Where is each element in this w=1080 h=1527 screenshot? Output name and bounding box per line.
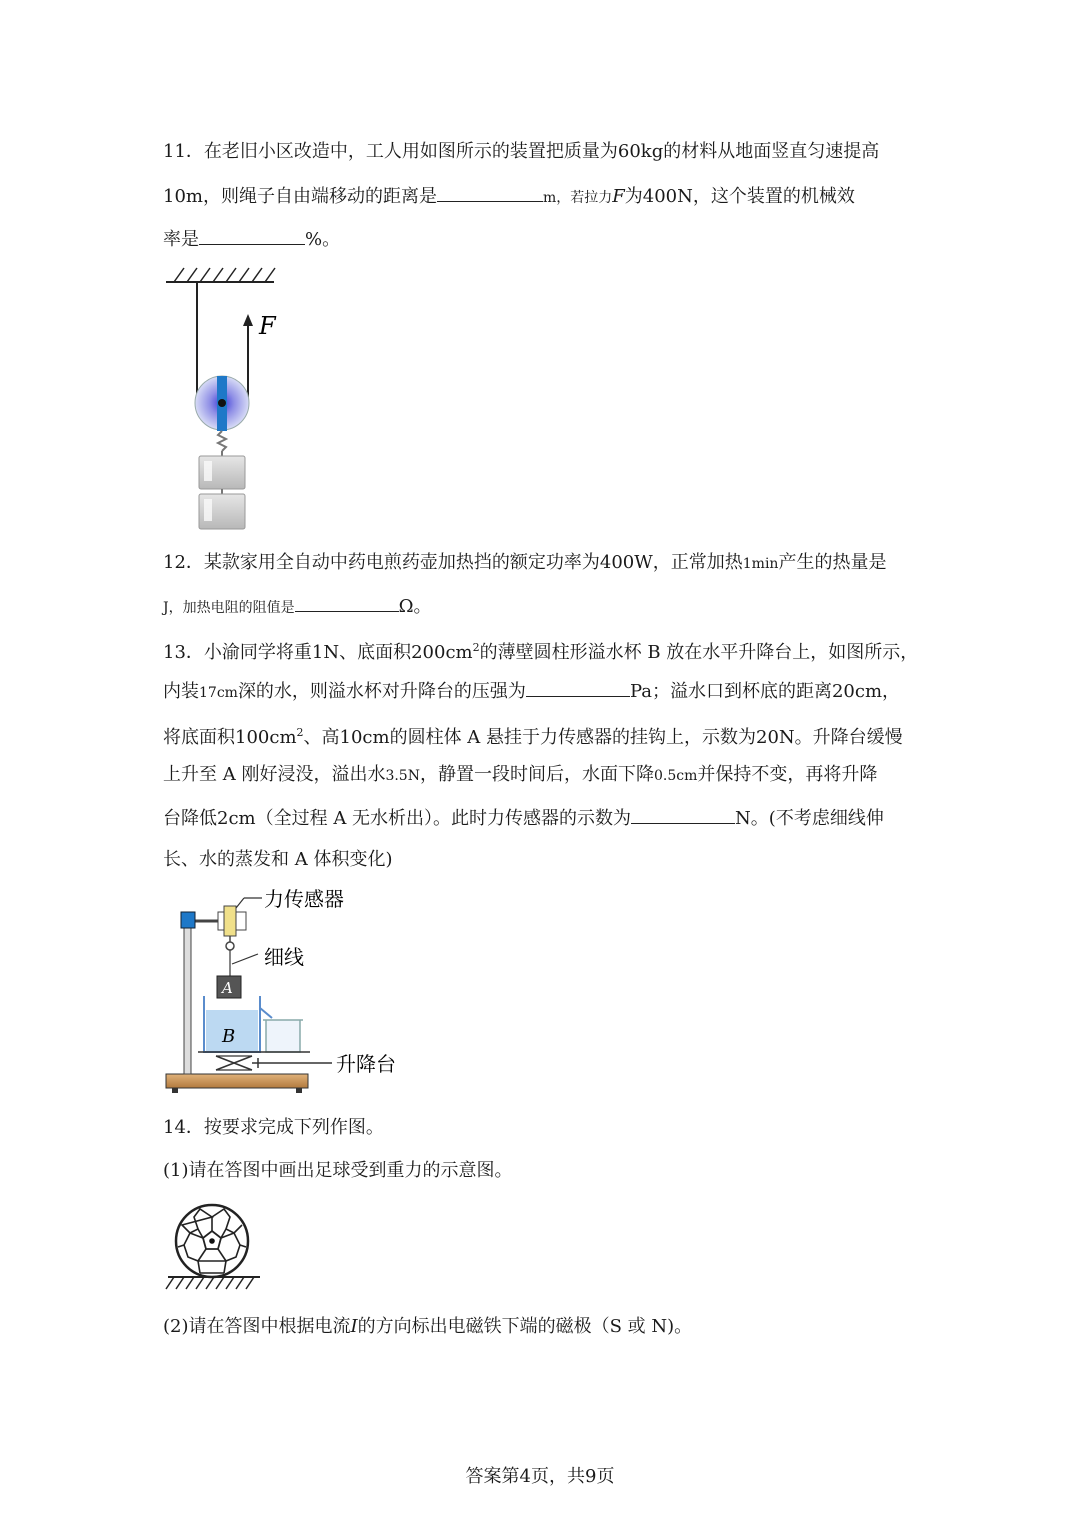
clamp (181, 912, 195, 928)
q11-text: 11．在老旧小区改造中，工人用如图所示的装置把质量为 (163, 141, 618, 162)
cylinder-a-label: A (222, 979, 233, 997)
page-footer: 答案第4页，共9页 (465, 1466, 615, 1487)
q13-depth: 17cm (199, 685, 238, 701)
overflow-spout (260, 1008, 272, 1018)
q11-text: 10m，则绳子自由端移动的距离是 (163, 186, 437, 207)
force-sensor (224, 906, 236, 936)
base-board (166, 1074, 308, 1088)
q12-time: 1min (742, 556, 779, 572)
q14-text: (2)请在答图中根据电流 (163, 1316, 351, 1337)
sensor-label: 力传感器 (264, 887, 344, 911)
q11-answer-blank-distance[interactable] (437, 183, 543, 202)
q13-text: 深的水，则溢水杯对升降台的压强为 (237, 681, 526, 702)
q12-text: 12．某款家用全自动中药电煎药壶加热挡的额定功率为400W，正常加热 (163, 552, 743, 573)
q11-force-symbol: F (612, 186, 625, 207)
force-label: F (259, 312, 276, 340)
q14-text: 14．按要求完成下列作图。 (163, 1117, 384, 1138)
q13-superscript: 2 (296, 726, 304, 739)
beaker (266, 1020, 300, 1052)
q13-line-4 (163, 763, 877, 788)
q13-area: 200cm (411, 642, 473, 663)
q13-text: 的薄壁圆柱形溢水杯 B 放在水平升降台上，如图所示， (479, 642, 919, 663)
sensor-hook (226, 942, 234, 950)
q11-text: 的材料从地面竖直匀速提高 (663, 141, 880, 162)
q13-overflow: 3.5N (385, 768, 420, 784)
cup-b-label: B (222, 1026, 236, 1047)
q12-text: J，加热电阻的阻值是 (163, 600, 295, 616)
q13-line-3 (163, 721, 903, 750)
q13-text: 台降低2cm（全过程 A 无水析出）。此时力传感器的示数为 (163, 808, 632, 829)
ceiling (166, 268, 275, 282)
pulley-figure (160, 262, 290, 534)
hook (218, 431, 226, 451)
pulley-axle (218, 399, 226, 407)
q13-text: 并保持不变，再将升降 (697, 764, 878, 785)
q14-title (163, 1116, 384, 1140)
q11-text: 为400N，这个装置的机械效 (624, 186, 855, 207)
q13-text: ，静置一段时间后，水面下降 (419, 764, 654, 785)
current-symbol: I (350, 1316, 358, 1337)
football-figure (164, 1203, 264, 1295)
q14-part-2 (163, 1315, 692, 1339)
q13-line-5 (163, 805, 884, 831)
q11-text: m，若拉力 (542, 190, 613, 206)
q11-line-3 (163, 226, 340, 252)
q13-superscript: 2 (472, 641, 480, 654)
q13-answer-blank-reading[interactable] (631, 805, 735, 824)
sensor-apparatus-figure (160, 884, 420, 1096)
q12-text: 产生的热量是 (778, 552, 887, 573)
q11-answer-blank-efficiency[interactable] (199, 226, 305, 245)
q13-text: 内装 (163, 681, 199, 702)
scissor-lift (216, 1056, 252, 1070)
q13-line-2 (163, 678, 900, 705)
q12-answer-blank-resistance[interactable] (295, 593, 399, 612)
thread-label: 细线 (264, 945, 304, 969)
q12-text: Ω。 (398, 596, 432, 617)
q13-text: 、高10cm的圆柱体 A 悬挂于力传感器的挂钩上，示数为20N。升降台缓慢 (303, 727, 903, 748)
q14-text: 的方向标出电磁铁下端的磁极（S 或 N)。 (357, 1316, 693, 1337)
q11-text: 率是 (163, 229, 199, 250)
q13-line-6 (163, 848, 392, 872)
q12-line-1 (163, 551, 886, 576)
q13-text: N。(不考虑细线伸 (735, 808, 884, 829)
q12-line-2 (163, 593, 432, 620)
q13-text: 将底面积 (163, 727, 235, 748)
q11-text: %。 (305, 229, 341, 250)
q13-text: 13．小渝同学将重1N、底面积 (163, 642, 412, 663)
q13-line-1 (163, 636, 918, 665)
center-of-gravity (209, 1238, 215, 1244)
lift-label: 升降台 (336, 1052, 396, 1076)
q13-text: 长、水的蒸发和 A 体积变化) (163, 849, 393, 870)
q13-text: 上升至 A 刚好浸没，溢出水 (163, 764, 386, 785)
q11-mass: 60kg (617, 141, 664, 162)
q14-text: (1)请在答图中画出足球受到重力的示意图。 (163, 1160, 513, 1181)
ground-hatch (166, 1277, 254, 1289)
q13-area: 100cm (235, 727, 297, 748)
q11-line-1 (163, 140, 879, 164)
q13-answer-blank-pressure[interactable] (526, 678, 630, 697)
stand-pole (184, 914, 191, 1074)
q13-text: Pa；溢水口到杯底的距离20cm， (629, 681, 901, 702)
q11-line-2 (163, 183, 855, 210)
force-arrow-icon (243, 314, 253, 326)
q14-part-1 (163, 1159, 513, 1183)
q13-drop: 0.5cm (653, 768, 698, 784)
